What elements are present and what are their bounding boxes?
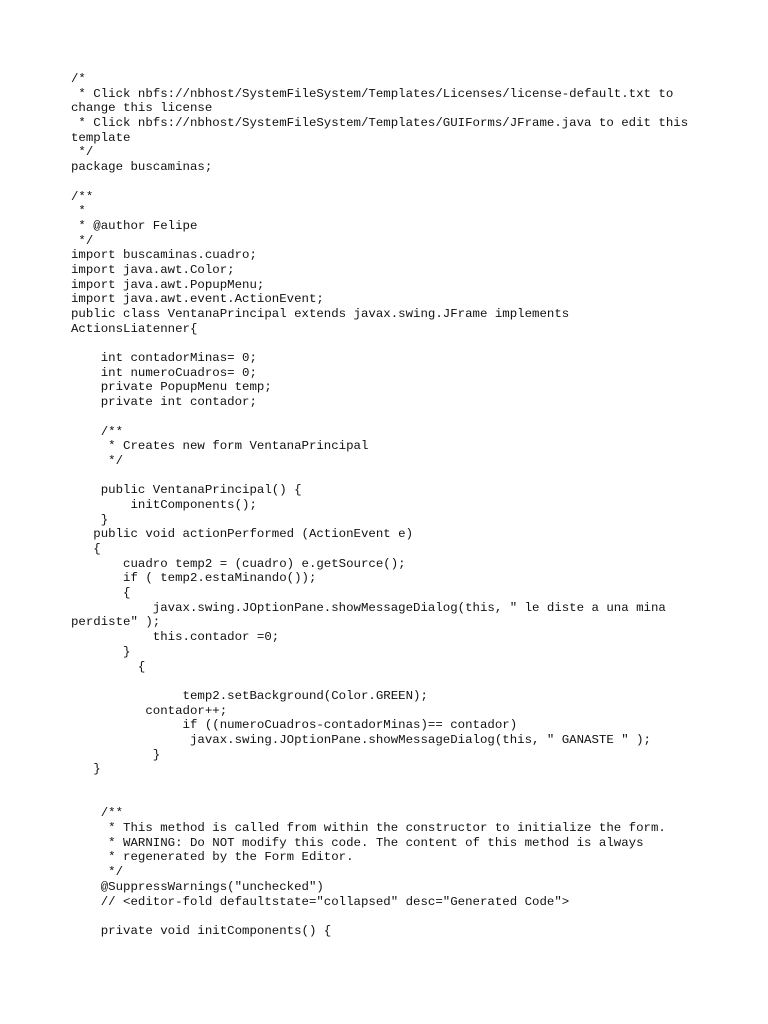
- code-line: /**: [71, 189, 94, 204]
- code-line: int contadorMinas= 0;: [71, 351, 257, 366]
- code-line: [71, 469, 688, 484]
- code-line: temp2.setBackground(Color.GREEN);: [71, 688, 428, 703]
- code-line: */: [71, 233, 94, 248]
- code-line: [71, 336, 688, 351]
- code-line: javax.swing.JOptionPane.showMessageDialog(this, " GANASTE " );: [71, 732, 651, 747]
- code-line: [71, 410, 688, 425]
- code-line: package buscaminas;: [71, 160, 213, 175]
- code-line: * This method is called from within the constructor to initialize the form.: [71, 821, 666, 836]
- code-line: [71, 909, 688, 924]
- code-line: * Click nbfs://nbhost/SystemFileSystem/Templates/GUIForms/JFrame.java to edit this: [71, 116, 689, 131]
- code-line: * Click nbfs://nbhost/SystemFileSystem/Templates/Licenses/license-default.txt to: [71, 86, 674, 101]
- code-line: *: [71, 204, 86, 219]
- code-line: perdiste" );: [71, 615, 161, 630]
- code-line: public class VentanaPrincipal extends javax.swing.JFrame implements: [71, 307, 570, 321]
- code-line: [71, 792, 688, 807]
- code-line: import java.awt.event.ActionEvent;: [71, 292, 324, 307]
- code-line: if ( temp2.estaMinando());: [71, 571, 317, 586]
- code-line: }: [71, 644, 131, 659]
- code-line: public void actionPerformed (ActionEvent e): [71, 527, 414, 542]
- code-line: import java.awt.Color;: [71, 262, 235, 277]
- code-line: /*: [71, 72, 86, 86]
- code-line: */: [71, 453, 124, 468]
- code-line: {: [71, 659, 146, 674]
- code-line: private PopupMenu temp;: [71, 380, 272, 395]
- code-line: * regenerated by the Form Editor.: [71, 850, 354, 865]
- code-line: initComponents();: [71, 497, 257, 512]
- code-line: import java.awt.PopupMenu;: [71, 277, 265, 292]
- code-line: @SuppressWarnings("unchecked"): [71, 879, 324, 894]
- code-line: {: [71, 586, 131, 601]
- code-line: }: [71, 512, 109, 527]
- code-line: // <editor-fold defaultstate="collapsed" desc="Generated Code">: [71, 894, 570, 909]
- code-line: import buscaminas.cuadro;: [71, 248, 257, 263]
- code-line: {: [71, 542, 101, 556]
- code-line: }: [71, 747, 161, 762]
- code-line: /**: [71, 806, 124, 821]
- code-line: private void initComponents() {: [71, 923, 332, 938]
- code-line: public VentanaPrincipal() {: [71, 483, 302, 498]
- code-listing: [71, 72, 688, 939]
- code-line: [71, 777, 688, 792]
- code-line: }: [71, 762, 101, 777]
- code-line: contador++;: [71, 703, 228, 718]
- code-line: */: [71, 145, 94, 160]
- code-line: private int contador;: [71, 395, 257, 410]
- code-line: */: [71, 865, 124, 880]
- code-line: if ((numeroCuadros-contadorMinas)== contador): [71, 718, 518, 733]
- code-line: [71, 674, 688, 689]
- code-line: [71, 175, 688, 190]
- code-line: change this license: [71, 101, 213, 116]
- code-line: * Creates new form VentanaPrincipal: [71, 439, 369, 454]
- code-line: ActionsLiatenner{: [71, 321, 198, 336]
- code-line: template: [71, 130, 131, 145]
- code-line: * WARNING: Do NOT modify this code. The content of this method is always: [71, 835, 644, 850]
- code-line: /**: [71, 424, 124, 439]
- code-line: javax.swing.JOptionPane.showMessageDialog(this, " le diste a una mina: [71, 600, 666, 615]
- code-line: cuadro temp2 = (cuadro) e.getSource();: [71, 556, 406, 571]
- code-line: * @author Felipe: [71, 218, 198, 233]
- code-line: this.contador =0;: [71, 630, 280, 645]
- code-line: int numeroCuadros= 0;: [71, 365, 257, 380]
